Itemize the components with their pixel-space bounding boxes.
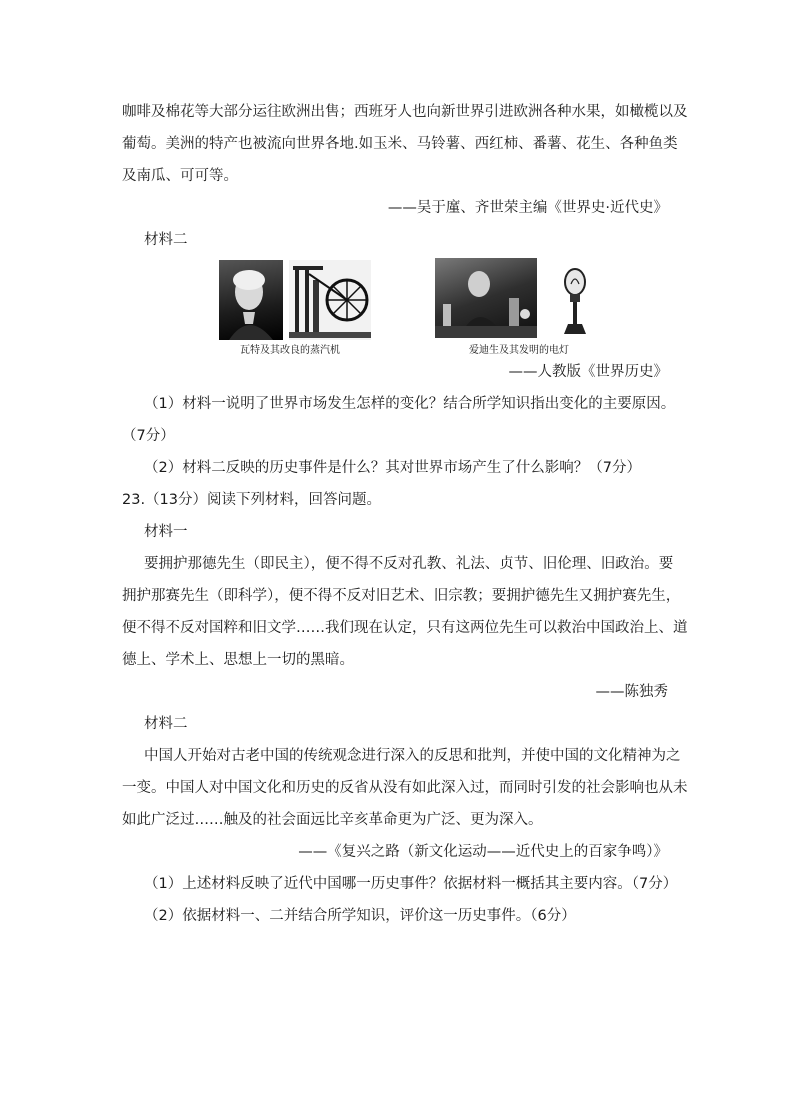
- question-line: （1）材料一说明了世界市场发生怎样的变化？结合所学知识指出变化的主要原因。: [144, 396, 676, 412]
- light-bulb-image: [558, 262, 592, 338]
- text-line: 葡萄。美洲的特产也被流向世界各地.如玉米、马铃薯、西红柿、番薯、花生、各种鱼类: [122, 136, 678, 152]
- figure-caption: 爱迪生及其发明的电灯: [469, 345, 569, 356]
- text-line: 及南瓜、可可等。: [122, 168, 238, 184]
- source-citation: ——《复兴之路（新文化运动——近代史上的百家争鸣）》: [298, 844, 668, 860]
- edison-photo-image: [435, 258, 537, 338]
- figure-caption: 瓦特及其改良的蒸汽机: [240, 345, 340, 356]
- text-line: 中国人开始对古老中国的传统观念进行深入的反思和批判，并使中国的文化精神为之: [144, 748, 681, 764]
- text-line: 德上、学术上、思想上一切的黑暗。: [122, 652, 354, 668]
- watt-portrait-image: [219, 260, 283, 340]
- text-line: 便不得不反对国粹和旧文学……我们现在认定，只有这两位先生可以救治中国政治上、道: [122, 620, 688, 636]
- material-label: 材料二: [144, 232, 188, 248]
- text-line: 咖啡及棉花等大部分运往欧洲出售；西班牙人也向新世界引进欧洲各种水果，如橄榄以及: [122, 104, 688, 120]
- question-line: （2）材料二反映的历史事件是什么？其对世界市场产生了什么影响？（7分）: [144, 460, 641, 476]
- material-label: 材料二: [144, 716, 188, 732]
- question-heading: 23.（13分）阅读下列材料，回答问题。: [122, 492, 382, 508]
- source-citation: ——吴于廑、齐世荣主编《世界史·近代史》: [387, 200, 668, 216]
- text-line: 如此广泛过……触及的社会面远比辛亥革命更为广泛、更为深入。: [122, 812, 543, 828]
- question-line: （2）依据材料一、二并结合所学知识，评价这一历史事件。（6分）: [144, 908, 576, 924]
- material-label: 材料一: [144, 524, 188, 540]
- question-line: （7分）: [122, 428, 175, 444]
- source-citation: ——陈独秀: [595, 684, 668, 700]
- text-line: 一变。中国人对中国文化和历史的反省从没有如此深入过，而同时引发的社会影响也从未: [122, 780, 688, 796]
- text-line: 拥护那赛先生（即科学），便不得不反对旧艺术、旧宗教；要拥护德先生又拥护赛先生，: [122, 588, 681, 604]
- text-line: 要拥护那德先生（即民主），便不得不反对孔教、礼法、贞节、旧伦理、旧政治。要: [144, 556, 674, 572]
- question-line: （1）上述材料反映了近代中国哪一历史事件？依据材料一概括其主要内容。（7分）: [144, 876, 678, 892]
- source-citation: ——人教版《世界历史》: [508, 364, 668, 380]
- steam-engine-image: [289, 260, 371, 340]
